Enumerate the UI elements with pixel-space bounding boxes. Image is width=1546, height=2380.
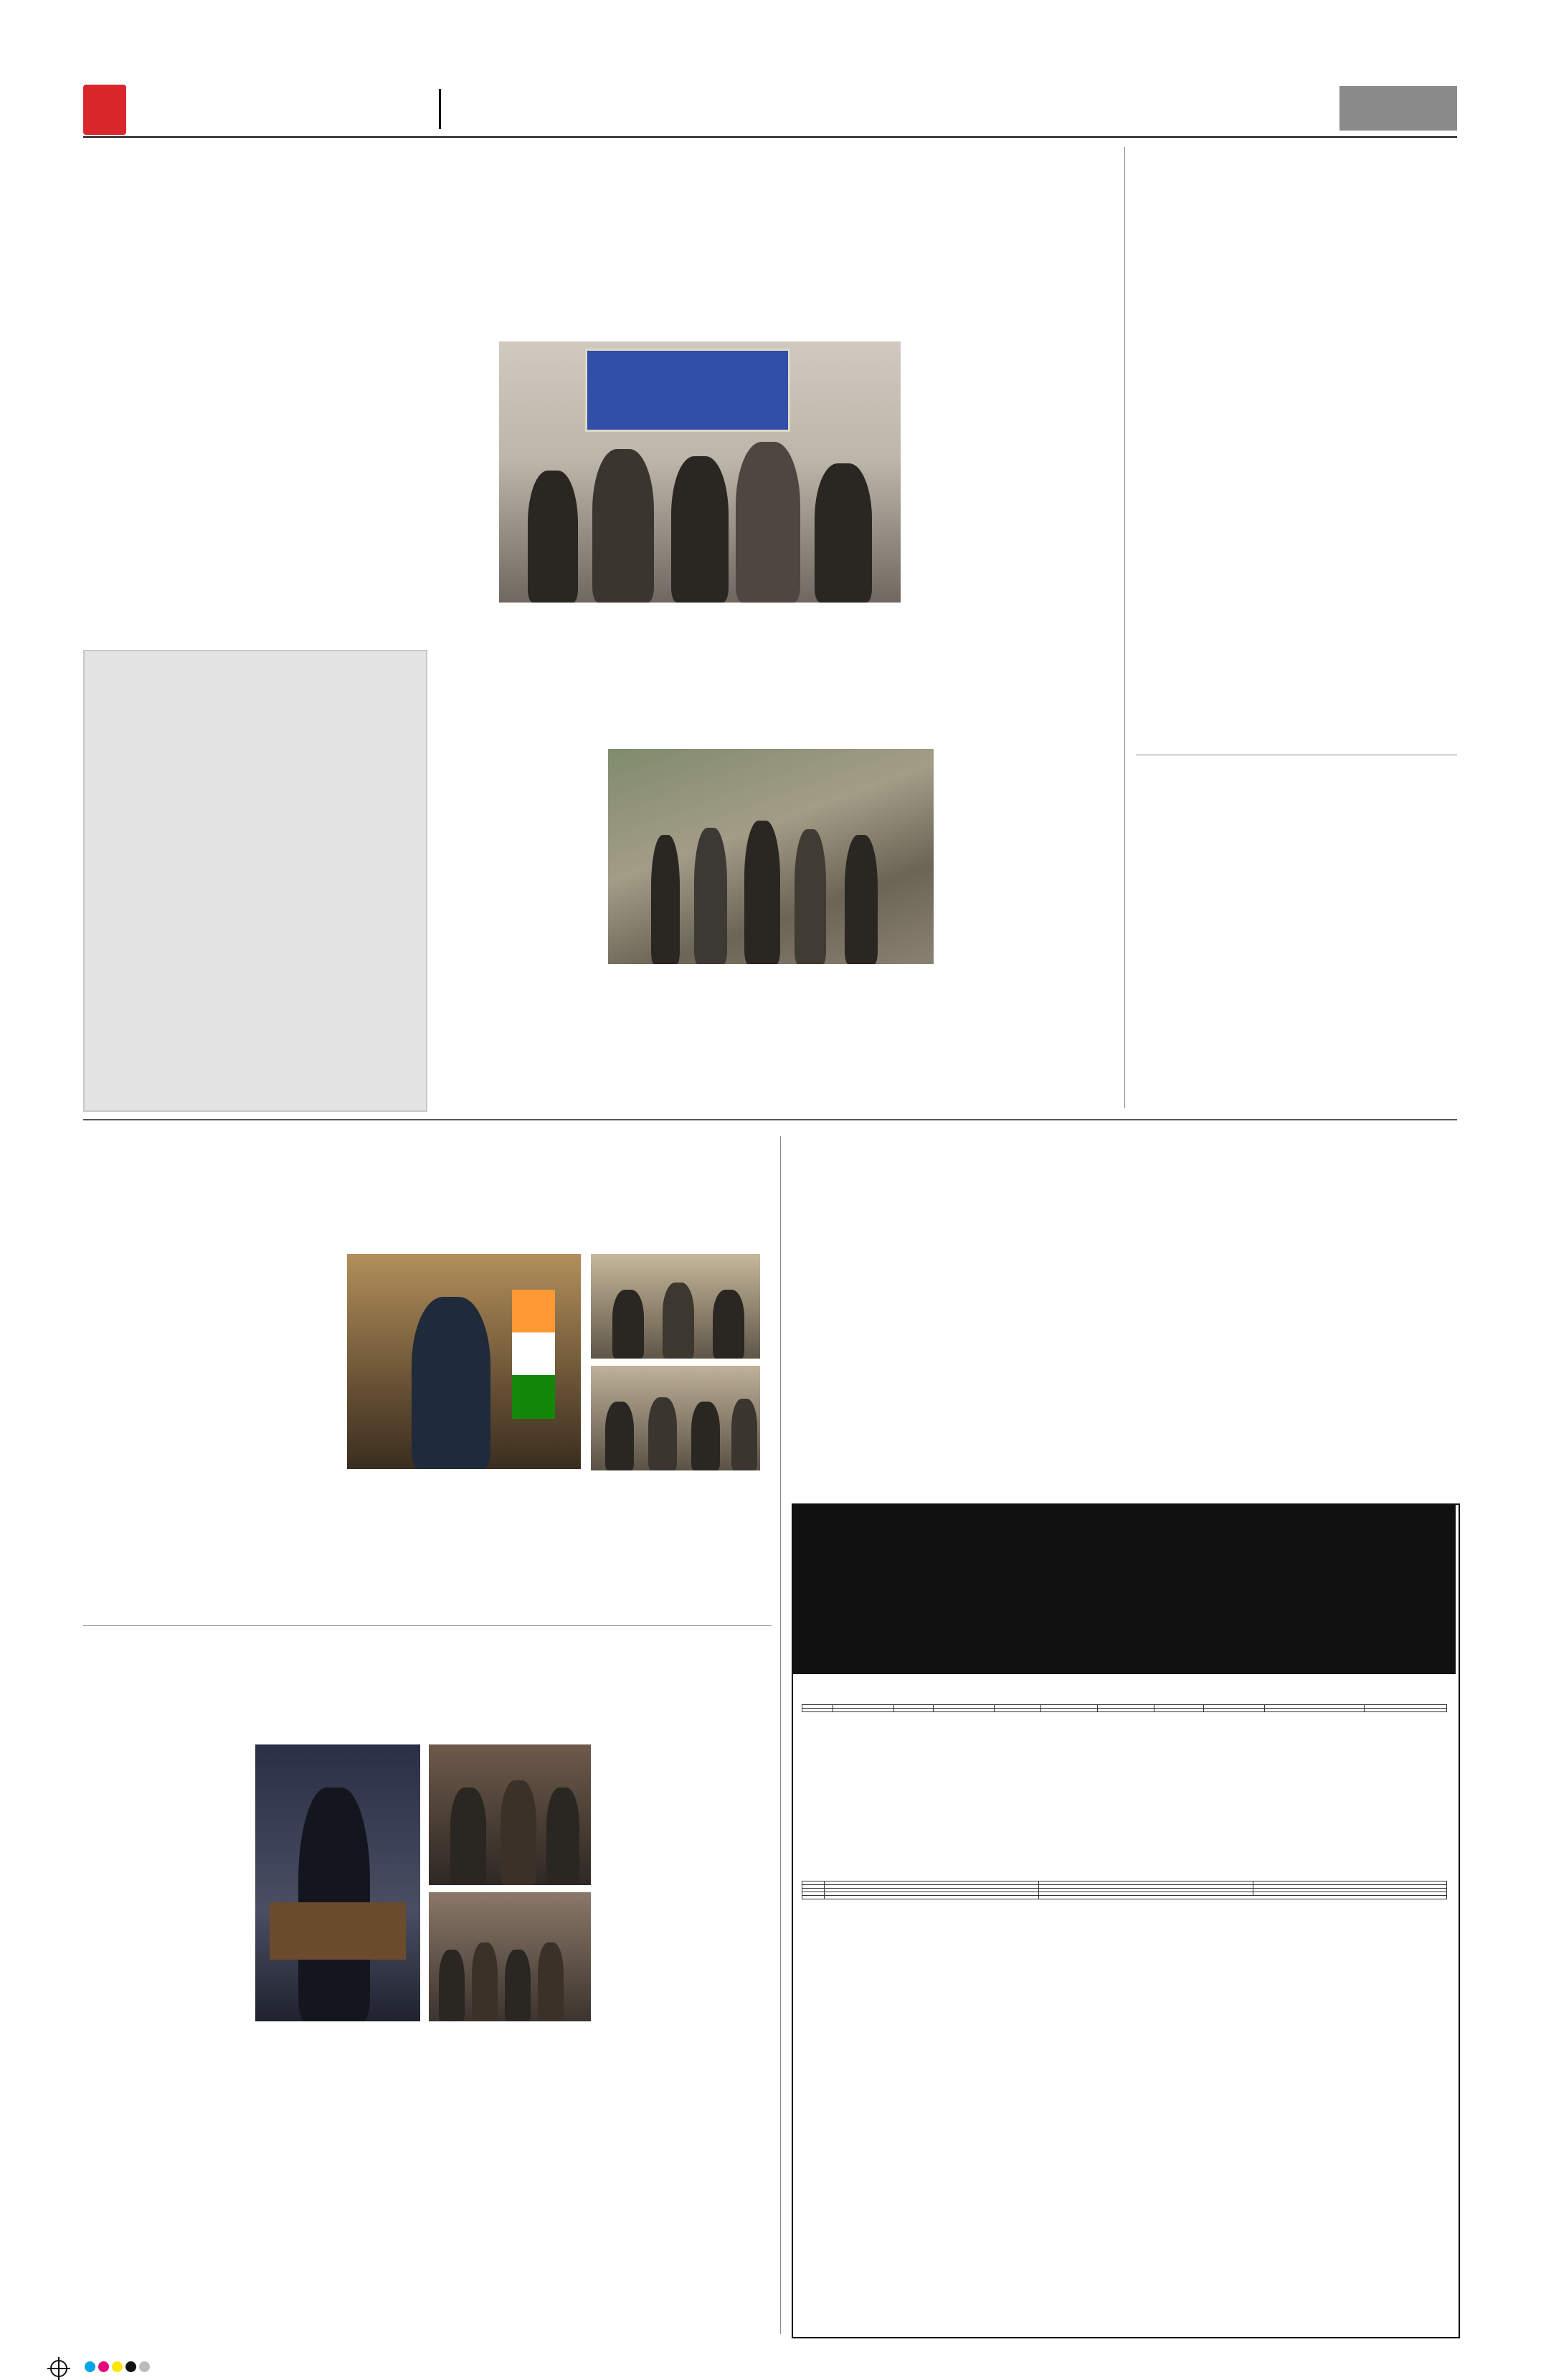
grey-dot <box>139 2361 150 2372</box>
table-cell <box>934 1709 995 1712</box>
masthead-divider <box>439 89 441 129</box>
story8-col2 <box>255 2029 414 2272</box>
story1-caption-left <box>502 605 696 621</box>
story4-col3 <box>777 970 934 1110</box>
story1-col2 <box>291 339 486 618</box>
story1-caption-right <box>707 605 901 621</box>
story1-col1 <box>83 339 278 618</box>
story6-col2 <box>347 1476 581 1615</box>
story4-col4 <box>947 746 1116 1110</box>
table-row <box>802 1896 1447 1899</box>
story4-col2 <box>608 970 764 1110</box>
column-rule <box>1124 147 1125 1108</box>
story7-col2 <box>1017 1222 1229 1493</box>
table-cell <box>1154 1709 1204 1712</box>
photo-sign-board <box>585 349 790 432</box>
story8-col1 <box>83 1742 242 2272</box>
table-cell <box>1204 1709 1265 1712</box>
story1-col4 <box>916 339 1111 621</box>
table-cell <box>995 1709 1041 1712</box>
table-cell <box>1041 1709 1098 1712</box>
story8-col3 <box>429 2029 591 2272</box>
table-cell <box>1265 1709 1365 1712</box>
black-dot <box>125 2361 136 2372</box>
registration-mark-left <box>50 2360 67 2377</box>
yellow-dot <box>112 2361 123 2372</box>
story7-col1 <box>792 1222 1004 1493</box>
table-cell <box>1365 1709 1447 1712</box>
story5-body <box>1136 889 1457 1109</box>
story4-photo <box>608 749 934 964</box>
story6-photo-main <box>347 1254 581 1469</box>
story6-photo-top <box>591 1254 760 1359</box>
story6-photo-bottom <box>591 1366 760 1470</box>
story8-col4 <box>604 1742 772 2272</box>
page-number-badge <box>83 85 126 135</box>
cyan-dot <box>85 2361 95 2372</box>
color-dots-left <box>85 2361 153 2376</box>
table-cell <box>802 1896 825 1899</box>
tender-notes <box>802 1981 1447 2132</box>
table-row <box>802 1709 1447 1712</box>
table-cell <box>825 1896 1039 1899</box>
story-divider <box>83 1625 772 1626</box>
story6-col1 <box>83 1251 334 1615</box>
story2-body <box>1136 263 1457 750</box>
tender-works-table <box>802 1704 1447 1712</box>
table-cell <box>894 1709 934 1712</box>
table-cell <box>833 1709 894 1712</box>
story8-photo-left <box>255 1744 420 2021</box>
story3-body <box>93 762 414 1103</box>
magenta-dot <box>98 2361 109 2372</box>
story8-photo-right-bottom <box>429 1892 591 2021</box>
table-cell <box>1098 1709 1154 1712</box>
table-cell <box>1039 1896 1447 1899</box>
tender-schedule-table <box>802 1881 1447 1899</box>
tender-ad-header <box>793 1505 1456 1674</box>
story4-col1 <box>439 746 595 1110</box>
section-tag-bg <box>1339 86 1457 131</box>
story7-col3 <box>1242 1222 1457 1493</box>
story8-photo-right-top <box>429 1744 591 1885</box>
masthead-rule <box>83 136 1457 138</box>
section-divider <box>83 1119 1457 1120</box>
story1-photo <box>499 341 901 603</box>
column-rule <box>780 1136 781 2334</box>
table-cell <box>802 1709 833 1712</box>
story6-col3 <box>591 1476 760 1615</box>
